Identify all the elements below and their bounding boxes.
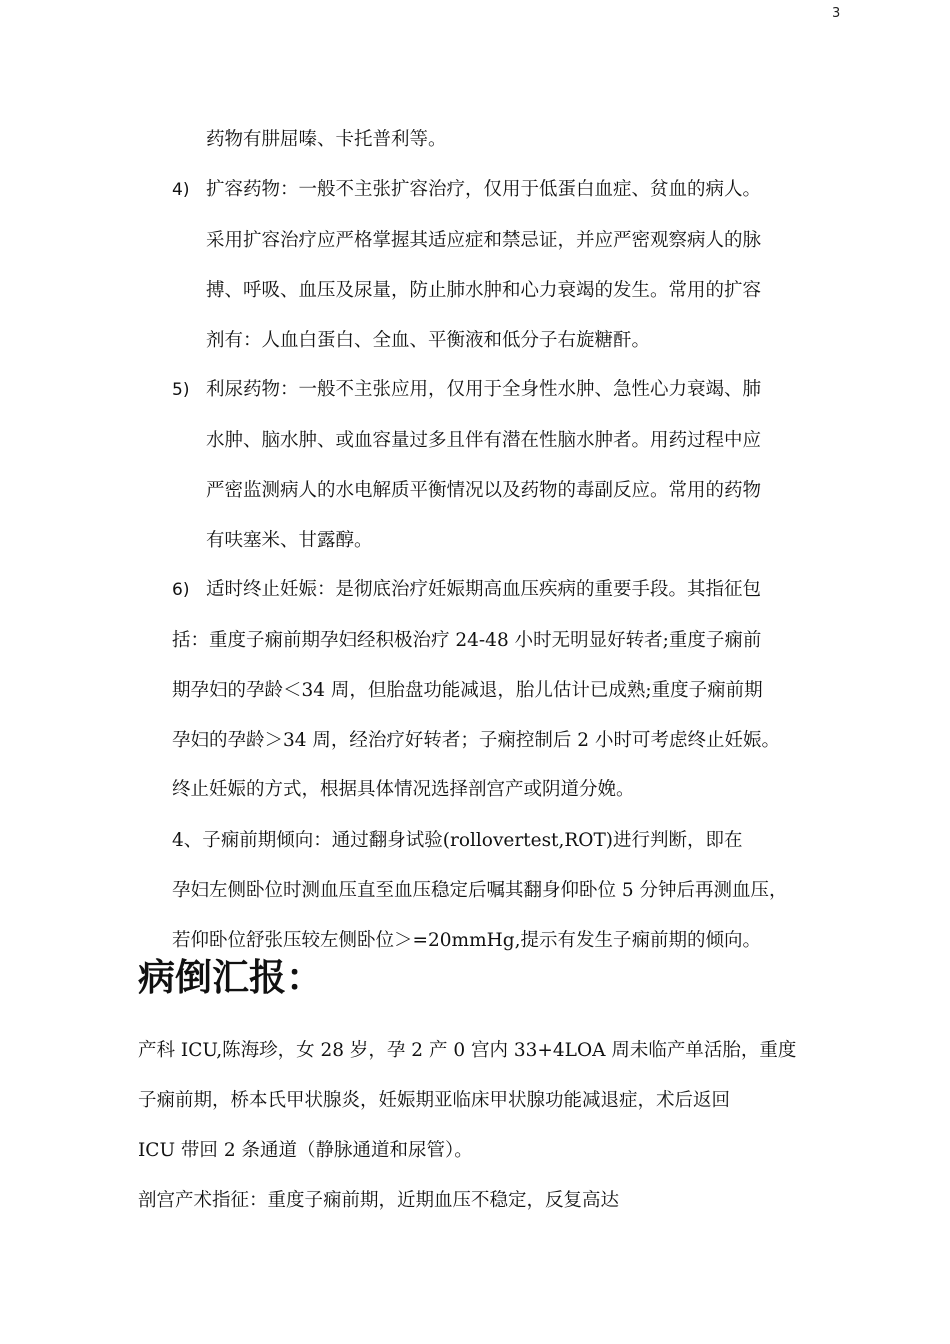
item6-line-3: 期孕妇的孕龄＜34 周，但胎盘功能减退，胎儿估计已成熟;重度子痫前期 <box>172 680 763 701</box>
case-report-heading: 病倒汇报： <box>138 956 323 999</box>
case-report-line-3: ICU 带回 2 条通道（静脉通道和尿管）。 <box>138 1140 473 1161</box>
item6-line-1: 适时终止妊娠：是彻底治疗妊娠期高血压疾病的重要手段。其指征包 <box>206 579 762 600</box>
section4-line-1: 4、子痫前期倾向：通过翻身试验(rollovertest,ROT)进行判断，即在 <box>172 830 743 851</box>
item5-number: 5) <box>172 380 190 400</box>
case-report-line-2: 子痫前期，桥本氏甲状腺炎，妊娠期亚临床甲状腺功能减退症，术后返回 <box>138 1090 731 1111</box>
item4-number: 4) <box>172 180 190 200</box>
case-report-line-1: 产科 ICU,陈海珍，女 28 岁，孕 2 产 0 宫内 33+4LOA 周未临产单活胎，重度 <box>138 1040 797 1061</box>
item4-line-1: 扩容药物：一般不主张扩容治疗，仅用于低蛋白血症、贫血的病人。 <box>206 179 762 200</box>
item6-line-2: 括：重度子痫前期孕妇经积极治疗 24-48 小时无明显好转者;重度子痫前 <box>172 630 762 651</box>
item6-line-4: 孕妇的孕龄＞34 周，经治疗好转者；子痫控制后 2 小时可考虑终止妊娠。 <box>172 730 780 751</box>
item6-line-5: 终止妊娠的方式，根据具体情况选择剖宫产或阴道分娩。 <box>172 779 635 800</box>
item3-continuation: 药物有肼屈嗪、卡托普利等。 <box>206 129 447 150</box>
case-report-line-4: 剖宫产术指征：重度子痫前期，近期血压不稳定，反复高达 <box>138 1190 620 1211</box>
item5-line-3: 严密监测病人的水电解质平衡情况以及药物的毒副反应。常用的药物 <box>206 480 762 501</box>
page-number: 3 <box>832 6 841 21</box>
item5-line-2: 水肿、脑水肿、或血容量过多且伴有潜在性脑水肿者。用药过程中应 <box>206 430 762 451</box>
item4-line-3: 搏、呼吸、血压及尿量，防止肺水肿和心力衰竭的发生。常用的扩容 <box>206 280 762 301</box>
item4-line-2: 采用扩容治疗应严格掌握其适应症和禁忌证，并应严密观察病人的脉 <box>206 230 762 251</box>
item4-line-4: 剂有：人血白蛋白、全血、平衡液和低分子右旋糖酐。 <box>206 330 651 351</box>
item6-number: 6) <box>172 580 190 600</box>
section4-line-2: 孕妇左侧卧位时测血压直至血压稳定后嘱其翻身仰卧位 5 分钟后再测血压， <box>172 880 788 901</box>
section4-line-3: 若仰卧位舒张压较左侧卧位＞=20mmHg,提示有发生子痫前期的倾向。 <box>172 930 761 951</box>
item5-line-4: 有呋塞米、甘露醇。 <box>206 530 373 551</box>
item5-line-1: 利尿药物：一般不主张应用，仅用于全身性水肿、急性心力衰竭、肺 <box>206 379 762 400</box>
